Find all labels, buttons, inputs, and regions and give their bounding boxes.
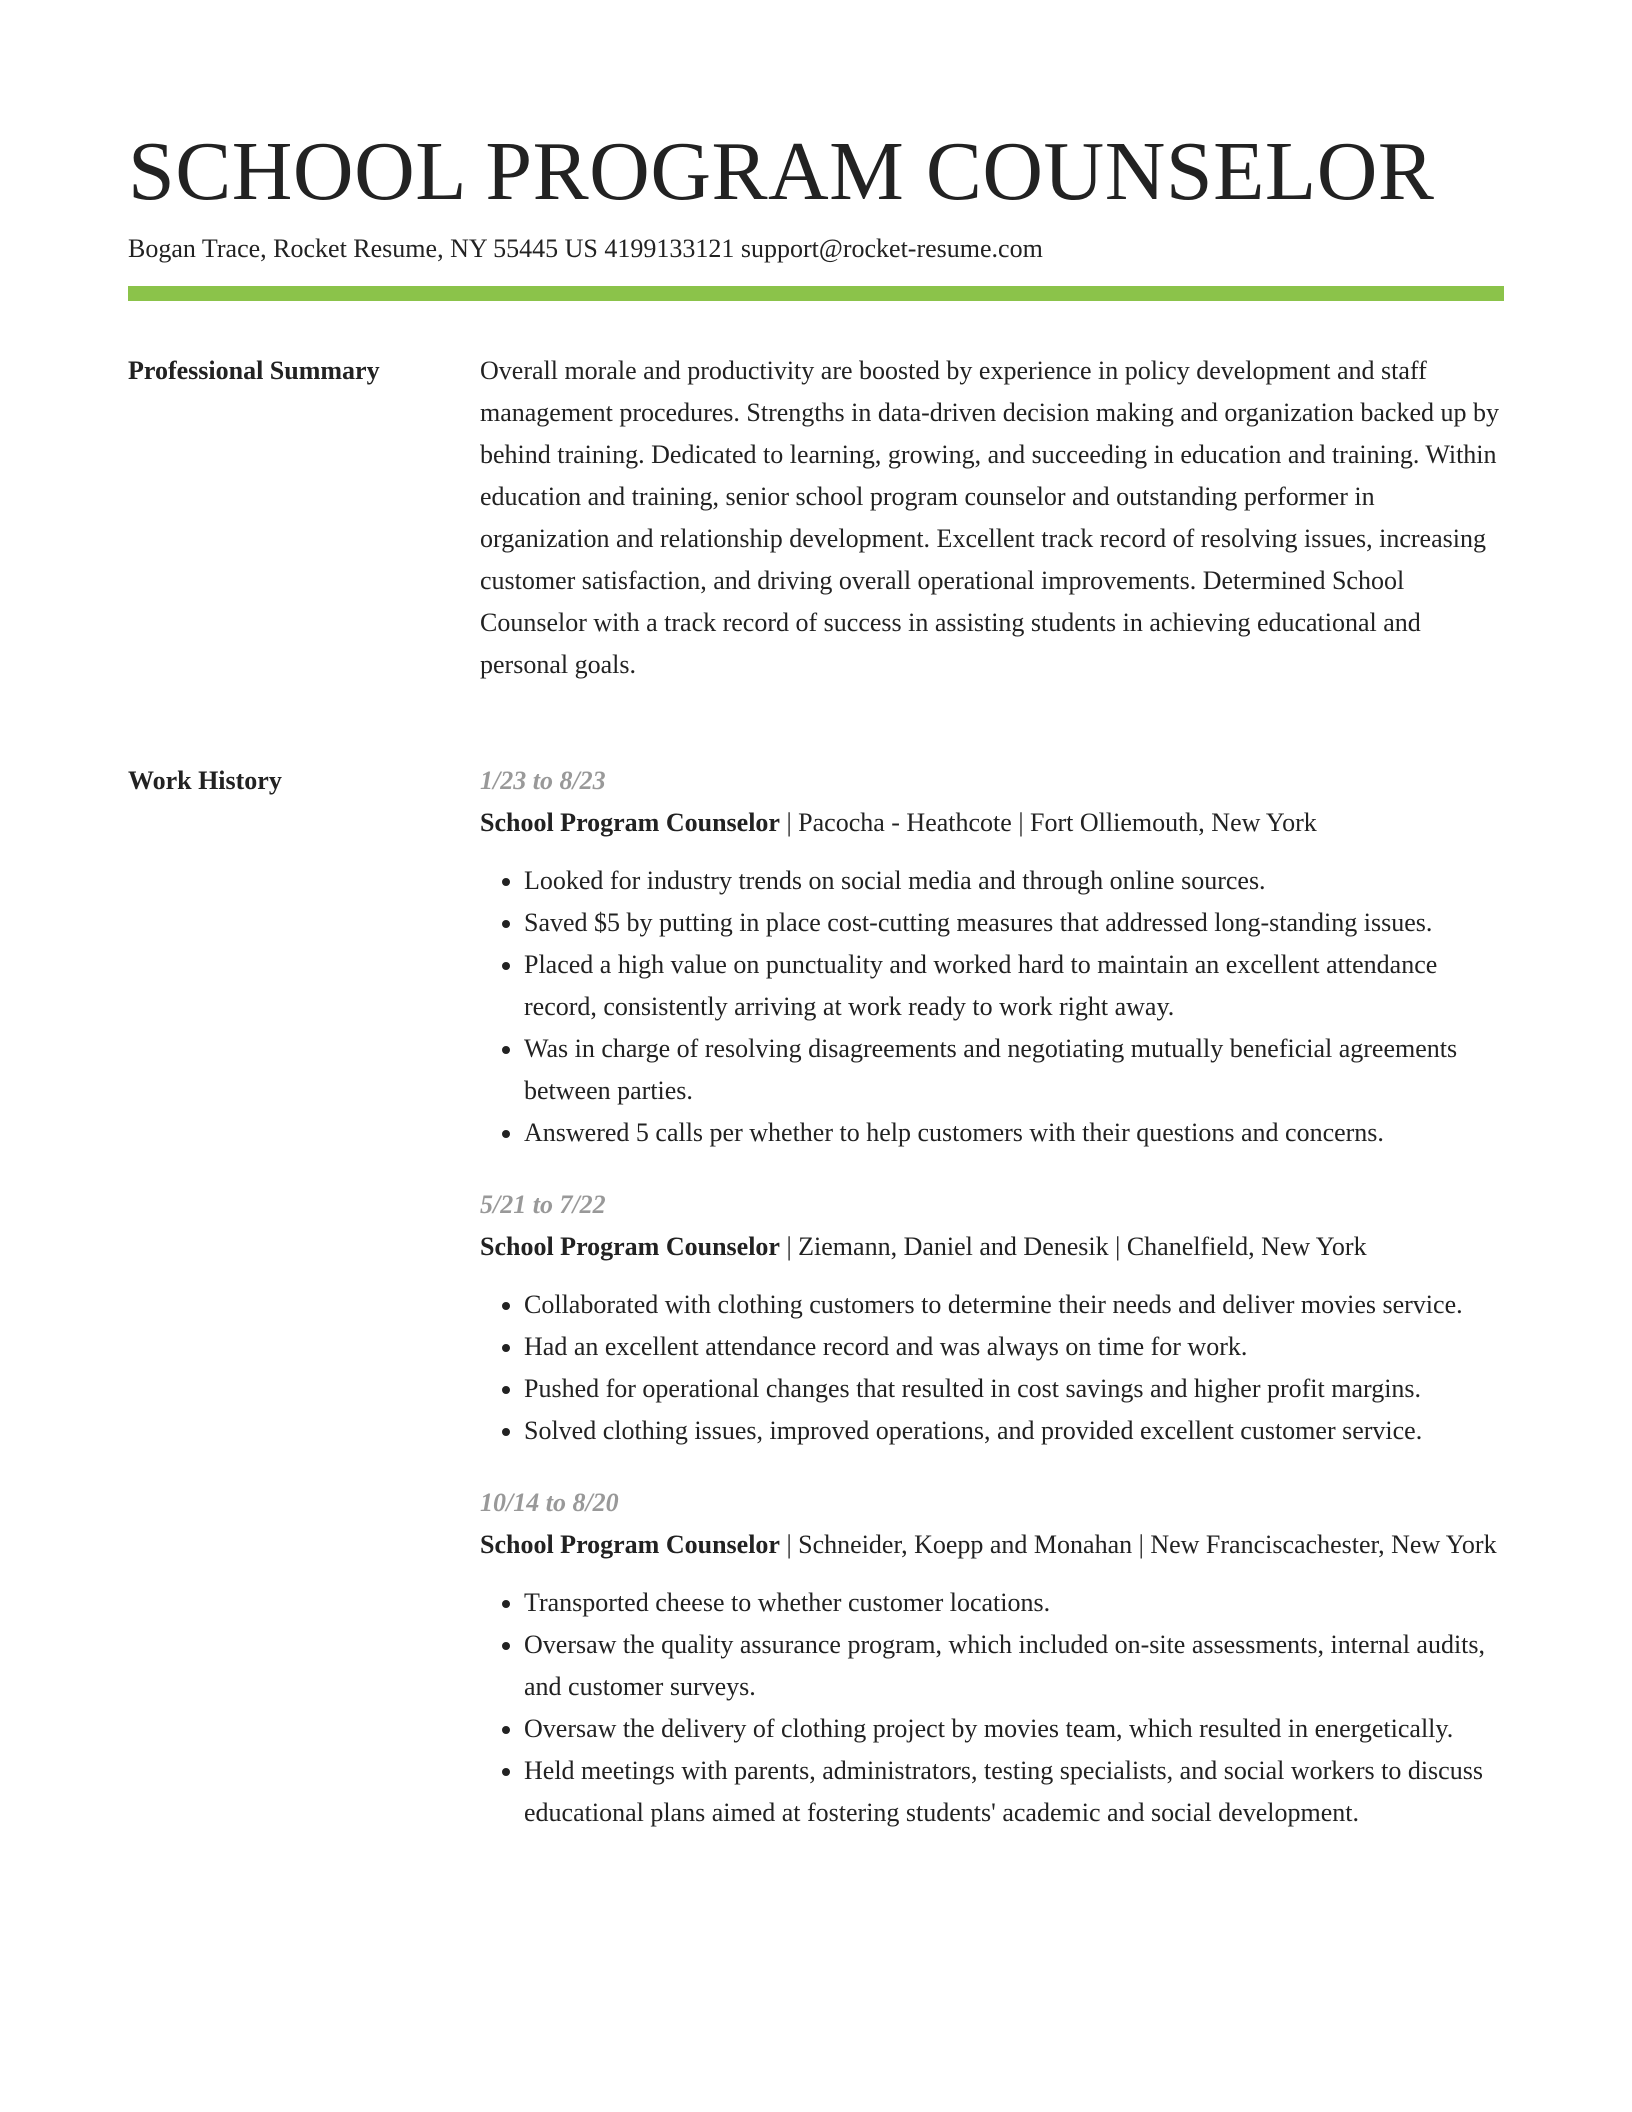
contact-line: Bogan Trace, Rocket Resume, NY 55445 US 4199133121 support@rocket-resume.com [128,234,1043,263]
job-bullets [480,1284,1504,1452]
job-bullets [480,1582,1504,1834]
job-entry [480,1184,1504,1452]
job-details: | Schneider, Koepp and Monahan | New Franciscachester, New York [779,1530,1497,1559]
summary-body [480,350,1504,686]
job-title: School Program Counselor [480,1232,780,1261]
job-entry [480,1482,1504,1834]
job-bullet: • Oversaw the quality assurance program, which included on-site assessments, internal audits, and customer surveys. [524,1624,1504,1708]
job-bullet: • Held meetings with parents, administrators, testing specialists, and social workers to discuss educational plans aimed at fostering students' academic and social development. [524,1750,1504,1834]
job-details: | Pacocha - Heathcote | Fort Olliemouth, New York [779,808,1317,837]
resume-name-heading: SCHOOL PROGRAM COUNSELOR [128,125,1435,218]
job-title: School Program Counselor [480,1530,780,1559]
job-details: | Ziemann, Daniel and Denesik | Chanelfield, New York [779,1232,1367,1261]
job-bullets [480,860,1504,1154]
job-bullet: • Collaborated with clothing customers to determine their needs and deliver movies service. [524,1284,1504,1326]
work-history-body [480,760,1504,1864]
job-heading [480,802,1504,844]
header-divider [128,286,1504,301]
job-dates: 5/21 to 7/22 [480,1190,606,1219]
job-bullet: • Transported cheese to whether customer locations. [524,1582,1504,1624]
job-bullet: • Saved $5 by putting in place cost-cutting measures that addressed long-standing issues. [524,902,1504,944]
job-bullet: • Placed a high value on punctuality and worked hard to maintain an excellent attendance record, consistently arriving at work ready to work right away. [524,944,1504,1028]
job-bullet: • Was in charge of resolving disagreements and negotiating mutually beneficial agreements between parties. [524,1028,1504,1112]
job-bullet: • Had an excellent attendance record and was always on time for work. [524,1326,1504,1368]
job-bullet: • Looked for industry trends on social media and through online sources. [524,860,1504,902]
job-dates: 1/23 to 8/23 [480,766,606,795]
job-title: School Program Counselor [480,808,780,837]
job-bullet: • Solved clothing issues, improved operations, and provided excellent customer service. [524,1410,1504,1452]
job-bullet: • Oversaw the delivery of clothing project by movies team, which resulted in energetically. [524,1708,1504,1750]
job-heading [480,1226,1504,1268]
job-entry [480,760,1504,1154]
job-dates: 10/14 to 8/20 [480,1488,619,1517]
section-title-summary: Professional Summary [128,356,380,385]
job-bullet: • Pushed for operational changes that resulted in cost savings and higher profit margins. [524,1368,1504,1410]
job-heading [480,1524,1504,1566]
job-bullet: • Answered 5 calls per whether to help customers with their questions and concerns. [524,1112,1504,1154]
summary-text: Overall morale and productivity are boosted by experience in policy development and staff management procedures. Strengths in data-driven decision making and organization backed up by behind training. Dedicated to learning, growing, and succeeding in education and training. Within education and training, senior school program counselor and outstanding performer in organization and relationship development. Excellent track record of resolving issues, increasing customer satisfaction, and driving overall operational improvements. Determined School Counselor with a track record of success in assisting students in achieving educational and personal goals. [480,356,1499,679]
section-title-work-history: Work History [128,766,282,795]
